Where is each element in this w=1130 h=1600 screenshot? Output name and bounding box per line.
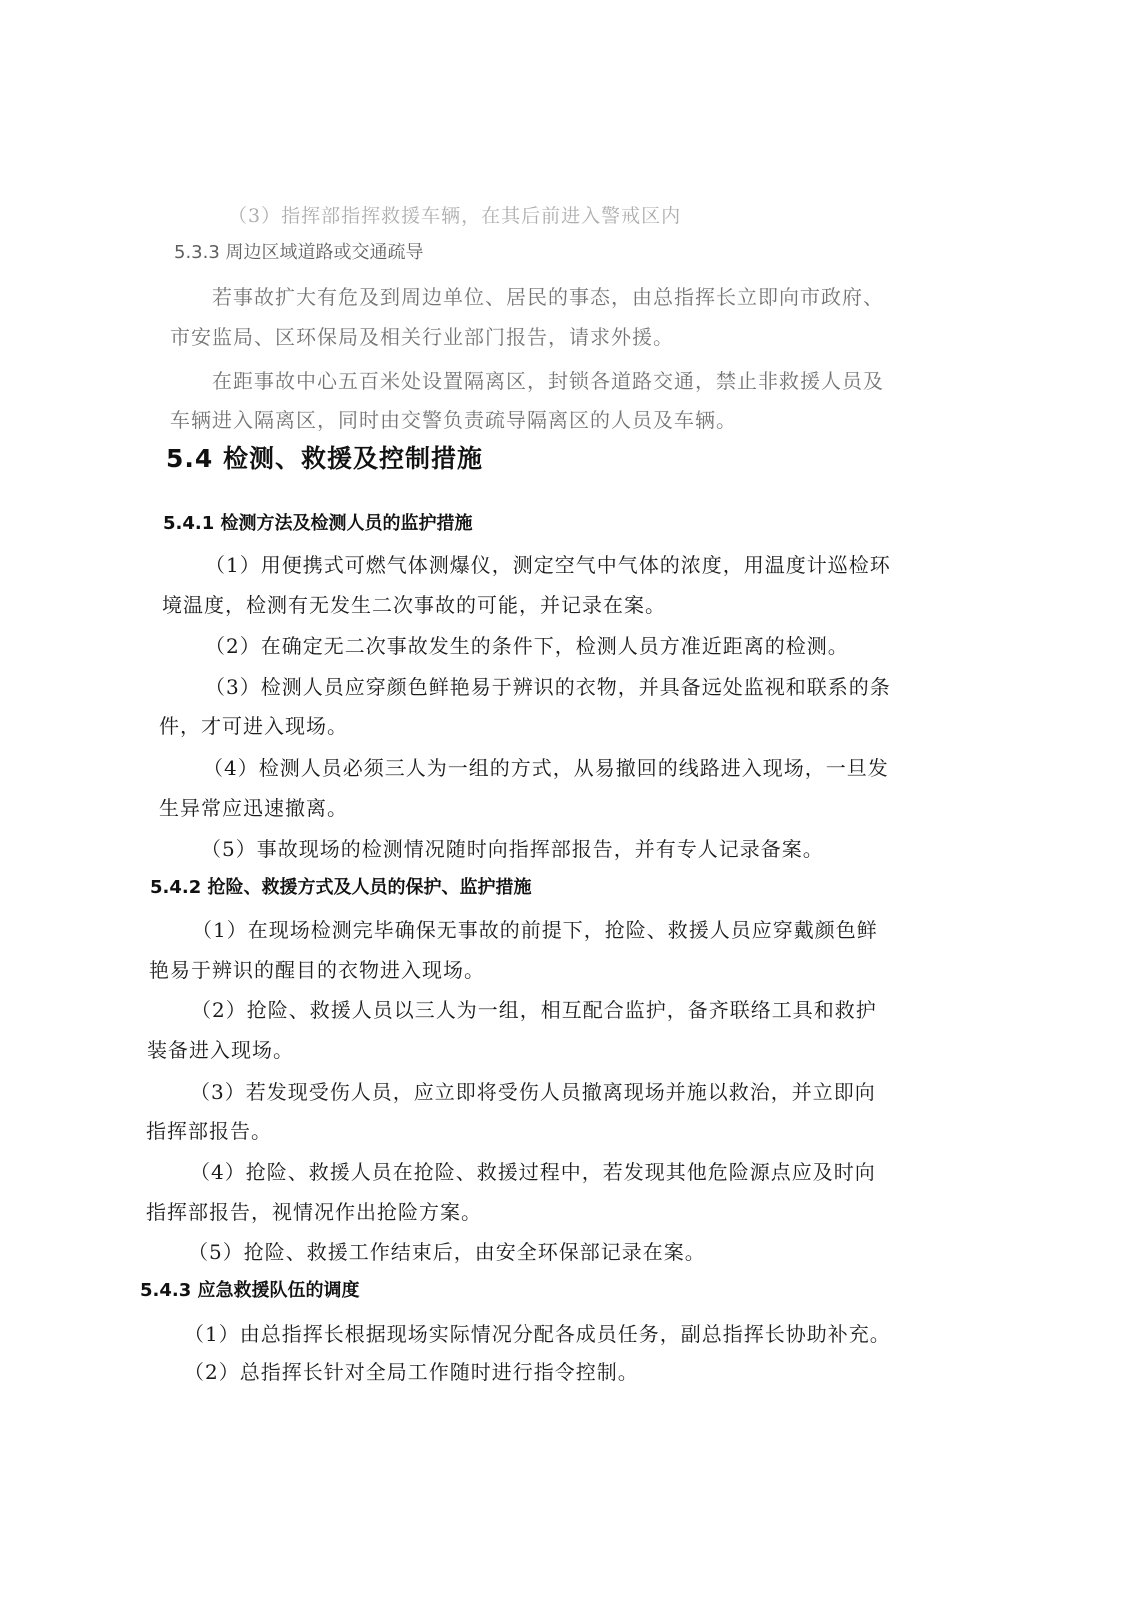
list-item: （3）检测人员应穿颜色鲜艳易于辨识的衣物，并具备远处监视和联系的条 <box>205 675 891 699</box>
list-item-continuation: 件，才可进入现场。 <box>159 714 348 738</box>
section-heading-5-3-3: 5.3.3 周边区域道路或交通疏导 <box>174 242 424 263</box>
list-item-continuation: 生异常应迅速撤离。 <box>159 796 348 820</box>
list-item: （4）抢险、救援人员在抢险、救援过程中，若发现其他危险源点应及时向 <box>190 1160 876 1184</box>
section-heading-5-4: 5.4 检测、救援及控制措施 <box>166 444 483 473</box>
list-item: （1）在现场检测完毕确保无事故的前提下，抢险、救援人员应穿戴颜色鲜 <box>192 918 878 942</box>
paragraph-line: 市安监局、区环保局及相关行业部门报告，请求外援。 <box>170 325 674 349</box>
list-item: （2）在确定无二次事故发生的条件下，检测人员方准近距离的检测。 <box>205 634 849 658</box>
list-item-continuation: 艳易于辨识的醒目的衣物进入现场。 <box>149 958 485 982</box>
list-item-continuation: 境温度，检测有无发生二次事故的可能，并记录在案。 <box>162 593 666 617</box>
paragraph-line: 若事故扩大有危及到周边单位、居民的事态，由总指挥长立即向市政府、 <box>212 285 884 309</box>
list-item: （3）若发现受伤人员，应立即将受伤人员撤离现场并施以救治，并立即向 <box>190 1080 876 1104</box>
list-item: （5）事故现场的检测情况随时向指挥部报告，并有专人记录备案。 <box>201 837 824 861</box>
list-item-continuation: 装备进入现场。 <box>147 1038 294 1062</box>
list-item-continuation: 指挥部报告，视情况作出抢险方案。 <box>146 1200 482 1224</box>
list-item: （1）由总指挥长根据现场实际情况分配各成员任务，副总指挥长协助补充。 <box>184 1322 891 1346</box>
list-item: （4）检测人员必须三人为一组的方式，从易撤回的线路进入现场，一旦发 <box>203 756 889 780</box>
list-item: （1）用便携式可燃气体测爆仪，测定空气中气体的浓度，用温度计巡检环 <box>205 553 891 577</box>
list-item-continuation: 指挥部报告。 <box>146 1119 272 1143</box>
paragraph-line: 在距事故中心五百米处设置隔离区，封锁各道路交通，禁止非救援人员及 <box>212 369 884 393</box>
section-heading-5-4-1: 5.4.1 检测方法及检测人员的监护措施 <box>163 513 473 534</box>
fragment-line: （3）指挥部指挥救援车辆，在其后前进入警戒区内 <box>228 205 682 227</box>
section-heading-5-4-3: 5.4.3 应急救援队伍的调度 <box>140 1280 360 1301</box>
paragraph-line: 车辆进入隔离区，同时由交警负责疏导隔离区的人员及车辆。 <box>170 408 737 432</box>
list-item: （5）抢险、救援工作结束后，由安全环保部记录在案。 <box>188 1240 706 1264</box>
list-item: （2）总指挥长针对全局工作随时进行指令控制。 <box>184 1360 639 1384</box>
list-item: （2）抢险、救援人员以三人为一组，相互配合监护，备齐联络工具和救护 <box>191 998 877 1022</box>
section-heading-5-4-2: 5.4.2 抢险、救援方式及人员的保护、监护措施 <box>150 877 532 898</box>
